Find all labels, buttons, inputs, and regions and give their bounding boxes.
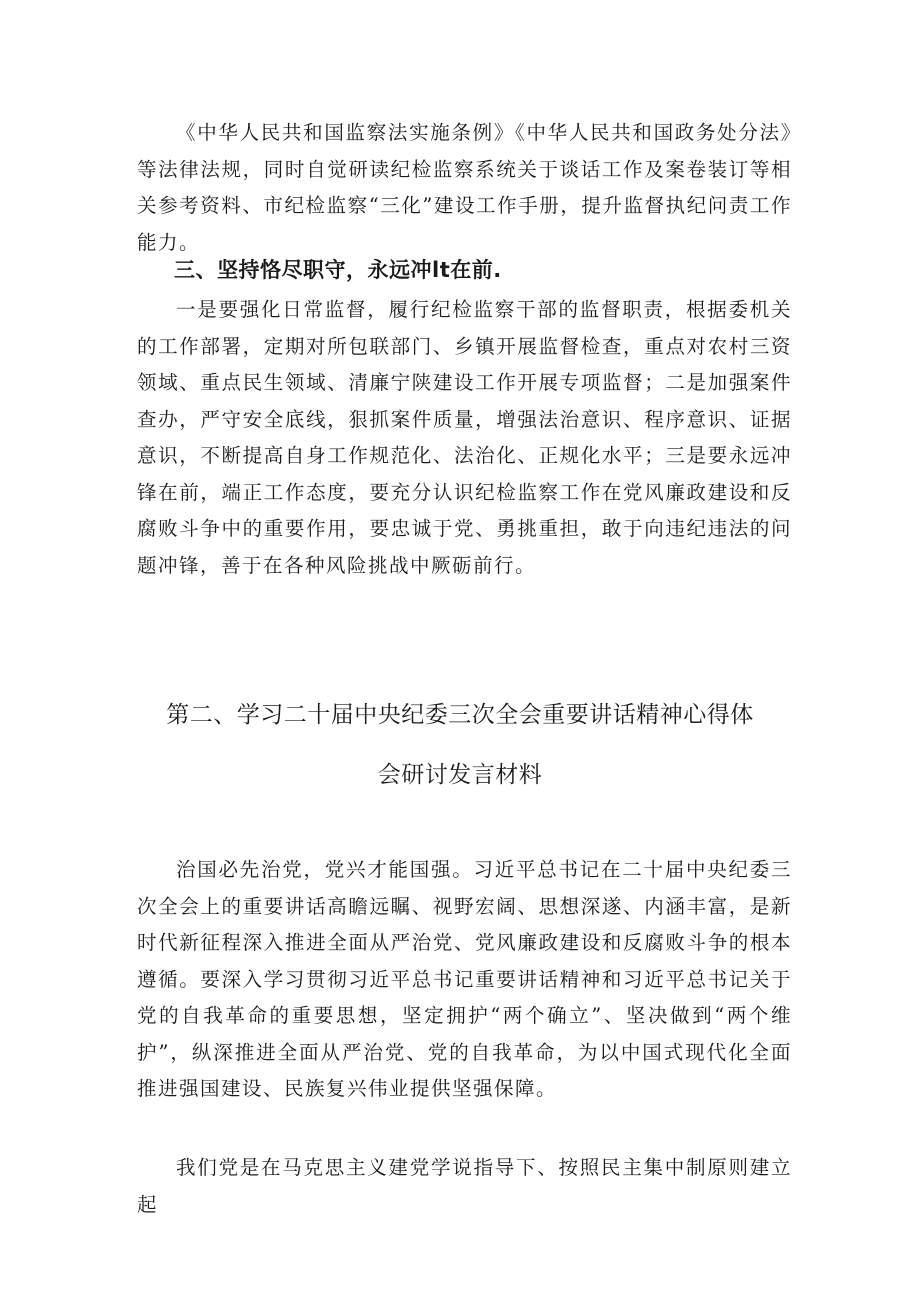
closing-paragraph: 我们党是在马克思主义建党学说指导下、按照民主集中制原则建立起	[137, 1156, 792, 1216]
section-heading-three: 三、坚持恪尽职守，永远冲lt在前.	[174, 258, 502, 282]
article-title-line-1: 第二、学习二十届中央纪委三次全会重要讲话精神心得体	[166, 702, 754, 728]
intro-paragraph: 治国必先治党，党兴才能国强。习近平总书记在二十届中央纪委三次全会上的重要讲话高瞻远瞩、视野宏阔、思想深遂、内涵丰富，是新时代新征程深入推进全面从严治党、党风廉政建设和反腐败斗争的根本遵循。要深入学习贯彻习近平总书记重要讲话精神和习近平总书记关于党的自我革命的重要思想，坚定拥护“两个确立”、坚决做到“两个维护”，纵深推进全面从严治党、党的自我革命，为以中国式现代化全面推进强国建设、民族复兴伟业提供坚强保障。	[137, 858, 792, 1100]
law-references-paragraph: 《中华人民共和国监察法实施条例》《中华人民共和国政务处分法》等法律法规，同时自觉研读纪检监察系统关于谈话工作及案卷装订等相关参考资料、市纪检监察“三化”建设工作手册，提升监督执纪问责工作能力。	[137, 121, 792, 254]
article-title	[130, 685, 790, 805]
duty-paragraph: 一是要强化日常监督，履行纪检监察干部的监督职责，根据委机关的工作部署，定期对所包联部门、乡镇开展监督检查，重点对农村三资领域、重点民生领域、清廉宁陕建设工作开展专项监督；二是加强案件查办，严守安全底线，狠抓案件质量，增强法治意识、程序意识、证据意识，不断提高自身工作规范化、法治化、正规化水平；三是要永远冲锋在前，端正工作态度，要充分认识纪检监察工作在党风廉政建设和反腐败斗争中的重要作用，要忠诚于党、勇挑重担，敢于向违纪违法的问题冲锋，善于在各种风险挑战中厥砺前行。	[137, 298, 792, 577]
article-title-line-2: 会研讨发言材料	[377, 762, 543, 788]
